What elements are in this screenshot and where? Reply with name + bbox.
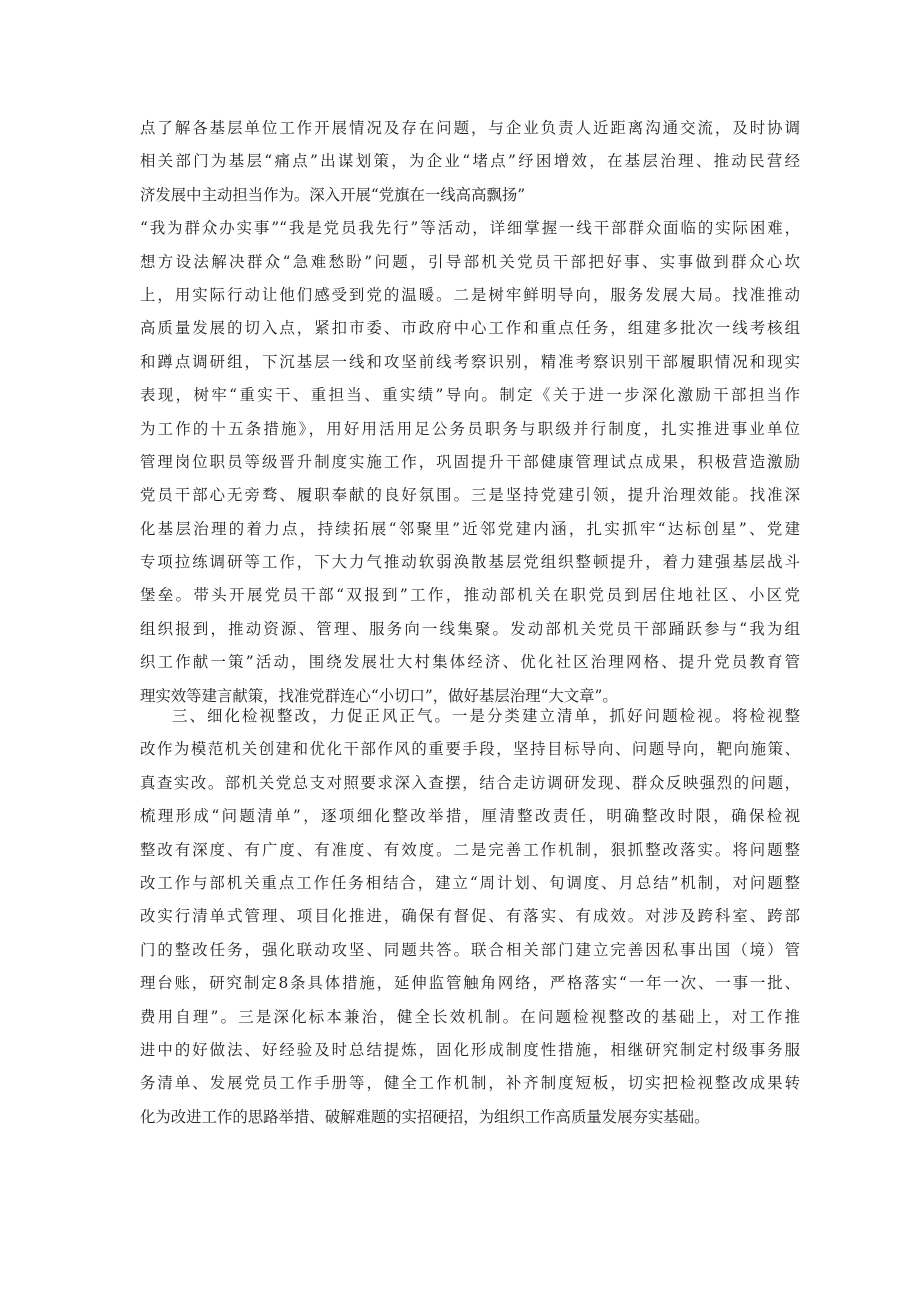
text-line: 表现，树牢“重实干、重担当、重实绩”导向。制定《关于进一步深化激励干部担当作 <box>140 386 800 405</box>
text-line: 组织报到，推动资源、管理、服务向一线集聚。发动部机关党员干部踊跃参与“我为组 <box>140 619 800 638</box>
text-line: 改工作与部机关重点工作任务相结合，建立“周计划、旬调度、月总结”机制，对问题整 <box>140 873 800 892</box>
text-line: 和蹲点调研组，下沉基层一线和攻坚前线考察识别，精准考察识别干部履职情况和现实 <box>140 352 800 371</box>
text-line: 梳理形成“问题清单”，逐项细化整改举措，厘清整改责任，明确整改时限，确保检视 <box>140 807 800 826</box>
text-line: 三、细化检视整改，力促正风正气。一是分类建立清单，抓好问题检视。将检视整 <box>172 707 800 725</box>
text-line: 想方设法解决群众“急难愁盼”问题，引导部机关党员干部把好事、实事做到群众心坎 <box>140 252 800 271</box>
text-line: 高质量发展的切入点，紧扣市委、市政府中心工作和重点任务，组建多批次一线考核组 <box>140 319 800 338</box>
text-line: 费用自理”。三是深化标本兼治，健全长效机制。在问题检视整改的基础上，对工作推 <box>140 1007 800 1026</box>
text-line: 门的整改任务，强化联动攻坚、同题共答。联合相关部门建立完善因私事出国（境）管 <box>140 940 800 959</box>
text-line: 进中的好做法、好经验及时总结提炼，固化形成制度性措施，相继研究制定村级事务服 <box>140 1040 800 1059</box>
text-line: 党员干部心无旁骛、履职奉献的良好氛围。三是坚持党建引领，提升治理效能。找准深 <box>140 486 800 505</box>
text-line: 化为改进工作的思路举措、破解难题的实招硬招，为组织工作高质量发展夯实基础。 <box>140 1107 710 1126</box>
text-line: 堡垒。带头开展党员干部“双报到”工作，推动部机关在职党员到居住地社区、小区党 <box>140 586 800 605</box>
text-line: 整改有深度、有广度、有准度、有效度。二是完善工作机制，狠抓整改落实。将问题整 <box>140 840 800 859</box>
text-line: 管理岗位职员等级晋升制度实施工作，巩固提升干部健康管理试点成果，积极营造激励 <box>140 452 800 471</box>
text-line: 点了解各基层单位工作开展情况及存在问题，与企业负责人近距离沟通交流，及时协调 <box>140 119 800 137</box>
text-line: “我为群众办实事”“我是党员我先行”等活动，详细掌握一线干部群众面临的实际困难， <box>140 219 800 238</box>
text-line: 理实效等建言献策，找准党群连心“小切口”，做好基层治理“大文章”。 <box>140 686 618 705</box>
text-line: 济发展中主动担当作为。深入开展“党旗在一线高高飘扬” <box>140 185 526 204</box>
text-line: 理台账，研究制定8条具体措施，延伸监管触角网络，严格落实“一年一次、一事一批、 <box>140 974 800 993</box>
text-line: 真查实改。部机关党总支对照要求深入查摆，结合走访调研发现、群众反映强烈的问题， <box>140 773 800 792</box>
text-line: 相关部门为基层“痛点”出谋划策，为企业“堵点”纾困增效，在基层治理、推动民营经 <box>140 152 800 171</box>
text-line: 务清单、发展党员工作手册等，健全工作机制，补齐制度短板，切实把检视整改成果转 <box>140 1074 800 1093</box>
text-line: 化基层治理的着力点，持续拓展“邻聚里”近邻党建内涵，扎实抓牢“达标创星”、党建 <box>140 519 800 538</box>
paragraph-1 <box>140 112 800 713</box>
text-line: 上，用实际行动让他们感受到党的温暖。二是树牢鲜明导向，服务发展大局。找准推动 <box>140 285 800 304</box>
text-line: 改实行清单式管理、项目化推进，确保有督促、有落实、有成效。对涉及跨科室、跨部 <box>140 907 800 926</box>
text-line: 织工作献一策”活动，围绕发展壮大村集体经济、优化社区治理网格、提升党员教育管 <box>140 653 800 672</box>
paragraph-2 <box>140 700 800 1134</box>
text-line: 专项拉练调研等工作，下大力气推动软弱涣散基层党组织整顿提升，着力建强基层战斗 <box>140 553 800 572</box>
text-line: 改作为模范机关创建和优化干部作风的重要手段，坚持目标导向、问题导向，靶向施策、 <box>140 740 800 759</box>
text-line: 为工作的十五条措施》，用好用活用足公务员职务与职级并行制度，扎实推进事业单位 <box>140 419 800 438</box>
